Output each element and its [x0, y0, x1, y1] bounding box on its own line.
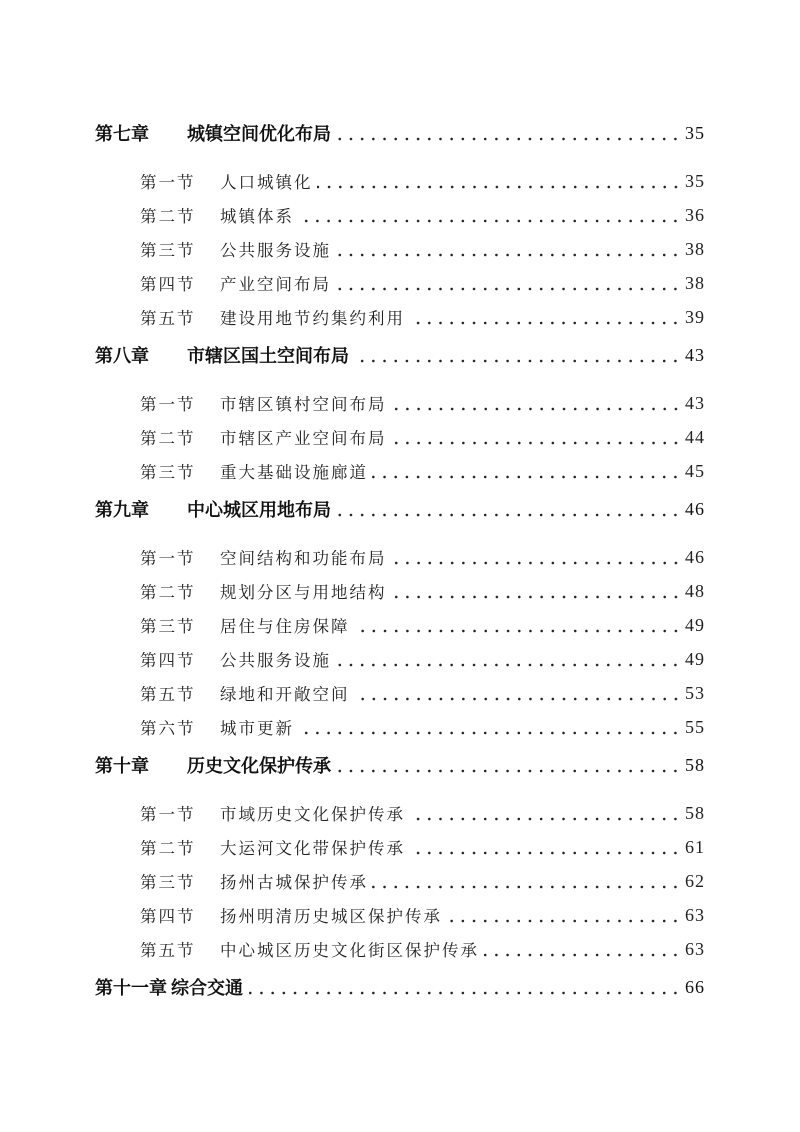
entry-number: 第八章	[95, 346, 149, 367]
entry-title: 历史文化保护传承	[187, 756, 331, 777]
entry-number: 第三节	[140, 463, 196, 482]
dot-leader	[372, 462, 681, 480]
entry-title: 城市更新	[220, 719, 294, 738]
page-number: 43	[685, 392, 705, 413]
toc-section-entry[interactable]	[95, 420, 705, 454]
page-number: 48	[685, 580, 705, 601]
entry-number: 第五节	[140, 685, 196, 704]
dot-leader	[409, 804, 681, 822]
dot-leader	[353, 346, 681, 364]
toc-section-entry[interactable]	[95, 932, 705, 966]
page-number: 58	[685, 754, 705, 775]
toc-section-entry[interactable]	[95, 454, 705, 488]
toc-section-entry[interactable]	[95, 796, 705, 830]
page-number: 53	[685, 682, 705, 703]
dot-leader	[247, 978, 681, 996]
entry-title: 市辖区产业空间布局	[220, 429, 387, 448]
entry-title: 扬州古城保护传承	[220, 873, 368, 892]
dot-leader	[298, 206, 681, 224]
page-number: 38	[685, 272, 705, 293]
entry-number: 第七章	[95, 124, 149, 145]
entry-number: 第二节	[140, 429, 196, 448]
dot-leader	[335, 650, 681, 668]
entry-number: 第五节	[140, 941, 196, 960]
entry-title: 城镇体系	[220, 207, 294, 226]
page-number: 63	[685, 904, 705, 925]
page-number: 55	[685, 716, 705, 737]
entry-title: 空间结构和功能布局	[220, 549, 387, 568]
entry-number: 第十一章	[95, 978, 167, 999]
entry-title: 居住与住房保障	[220, 617, 350, 636]
entry-number: 第六节	[140, 719, 196, 738]
entry-title: 中心城区用地布局	[187, 500, 331, 521]
dot-leader	[372, 872, 681, 890]
toc-section-entry[interactable]	[95, 676, 705, 710]
entry-number: 第一节	[140, 805, 196, 824]
dot-leader	[335, 240, 681, 258]
entry-title: 人口城镇化	[220, 173, 313, 192]
toc-section-entry[interactable]	[95, 642, 705, 676]
dot-leader	[335, 274, 681, 292]
dot-leader	[483, 940, 681, 958]
page-number: 39	[685, 306, 705, 327]
entry-title: 市辖区镇村空间布局	[220, 395, 387, 414]
entry-number: 第二节	[140, 583, 196, 602]
entry-title: 规划分区与用地结构	[220, 583, 387, 602]
page-number: 63	[685, 938, 705, 959]
entry-title: 扬州明清历史城区保护传承	[220, 907, 442, 926]
dot-leader	[317, 172, 682, 190]
dot-leader	[391, 582, 682, 600]
entry-number: 第三节	[140, 241, 196, 260]
dot-leader	[391, 428, 682, 446]
page-number: 38	[685, 238, 705, 259]
dot-leader	[335, 756, 681, 774]
entry-title: 公共服务设施	[220, 241, 331, 260]
entry-title: 公共服务设施	[220, 651, 331, 670]
toc-chapter-entry[interactable]	[95, 970, 705, 1004]
toc-section-entry[interactable]	[95, 864, 705, 898]
entry-number: 第一节	[140, 395, 196, 414]
page-number: 46	[685, 546, 705, 567]
entry-number: 第四节	[140, 651, 196, 670]
entry-title: 建设用地节约集约利用	[220, 309, 405, 328]
page-number: 43	[685, 344, 705, 365]
entry-title: 绿地和开敞空间	[220, 685, 350, 704]
toc-section-entry[interactable]	[95, 540, 705, 574]
entry-number: 第九章	[95, 500, 149, 521]
page-number: 49	[685, 614, 705, 635]
page-number: 62	[685, 870, 705, 891]
entry-title: 重大基础设施廊道	[220, 463, 368, 482]
entry-title: 产业空间布局	[220, 275, 331, 294]
dot-leader	[409, 308, 681, 326]
page-number: 61	[685, 836, 705, 857]
page-number: 35	[685, 170, 705, 191]
dot-leader	[391, 394, 682, 412]
table-of-contents	[95, 116, 705, 1018]
entry-number: 第一节	[140, 173, 196, 192]
entry-number: 第三节	[140, 617, 196, 636]
entry-number: 第十章	[95, 756, 149, 777]
dot-leader	[335, 124, 681, 142]
entry-number: 第五节	[140, 309, 196, 328]
entry-title: 大运河文化带保护传承	[220, 839, 405, 858]
entry-title: 城镇空间优化布局	[187, 124, 331, 145]
dot-leader	[335, 500, 681, 518]
entry-title: 中心城区历史文化街区保护传承	[220, 941, 479, 960]
toc-section-entry[interactable]	[95, 898, 705, 932]
toc-section-entry[interactable]	[95, 608, 705, 642]
dot-leader	[446, 906, 681, 924]
entry-number: 第四节	[140, 907, 196, 926]
toc-chapter-entry[interactable]	[95, 748, 705, 782]
page-number: 35	[685, 122, 705, 143]
entry-number: 第三节	[140, 873, 196, 892]
toc-chapter-entry[interactable]	[95, 338, 705, 372]
entry-title: 市域历史文化保护传承	[220, 805, 405, 824]
toc-section-entry[interactable]	[95, 710, 705, 744]
entry-number: 第一节	[140, 549, 196, 568]
page-number: 58	[685, 802, 705, 823]
entry-number: 第二节	[140, 839, 196, 858]
toc-section-entry[interactable]	[95, 300, 705, 334]
toc-section-entry[interactable]	[95, 232, 705, 266]
toc-chapter-entry[interactable]	[95, 492, 705, 526]
toc-section-entry[interactable]	[95, 198, 705, 232]
toc-section-entry[interactable]	[95, 266, 705, 300]
toc-section-entry[interactable]	[95, 574, 705, 608]
entry-number: 第二节	[140, 207, 196, 226]
entry-number: 第四节	[140, 275, 196, 294]
page-number: 45	[685, 460, 705, 481]
page-number: 46	[685, 498, 705, 519]
entry-title: 综合交通	[171, 978, 243, 999]
entry-title: 市辖区国土空间布局	[187, 346, 349, 367]
toc-section-entry[interactable]	[95, 830, 705, 864]
toc-chapter-entry[interactable]	[95, 116, 705, 150]
dot-leader	[354, 684, 682, 702]
page-number: 49	[685, 648, 705, 669]
dot-leader	[391, 548, 682, 566]
dot-leader	[409, 838, 681, 856]
page-number: 66	[685, 976, 705, 997]
dot-leader	[354, 616, 682, 634]
dot-leader	[298, 718, 681, 736]
page-number: 36	[685, 204, 705, 225]
page-number: 44	[685, 426, 705, 447]
toc-section-entry[interactable]	[95, 386, 705, 420]
toc-section-entry[interactable]	[95, 164, 705, 198]
